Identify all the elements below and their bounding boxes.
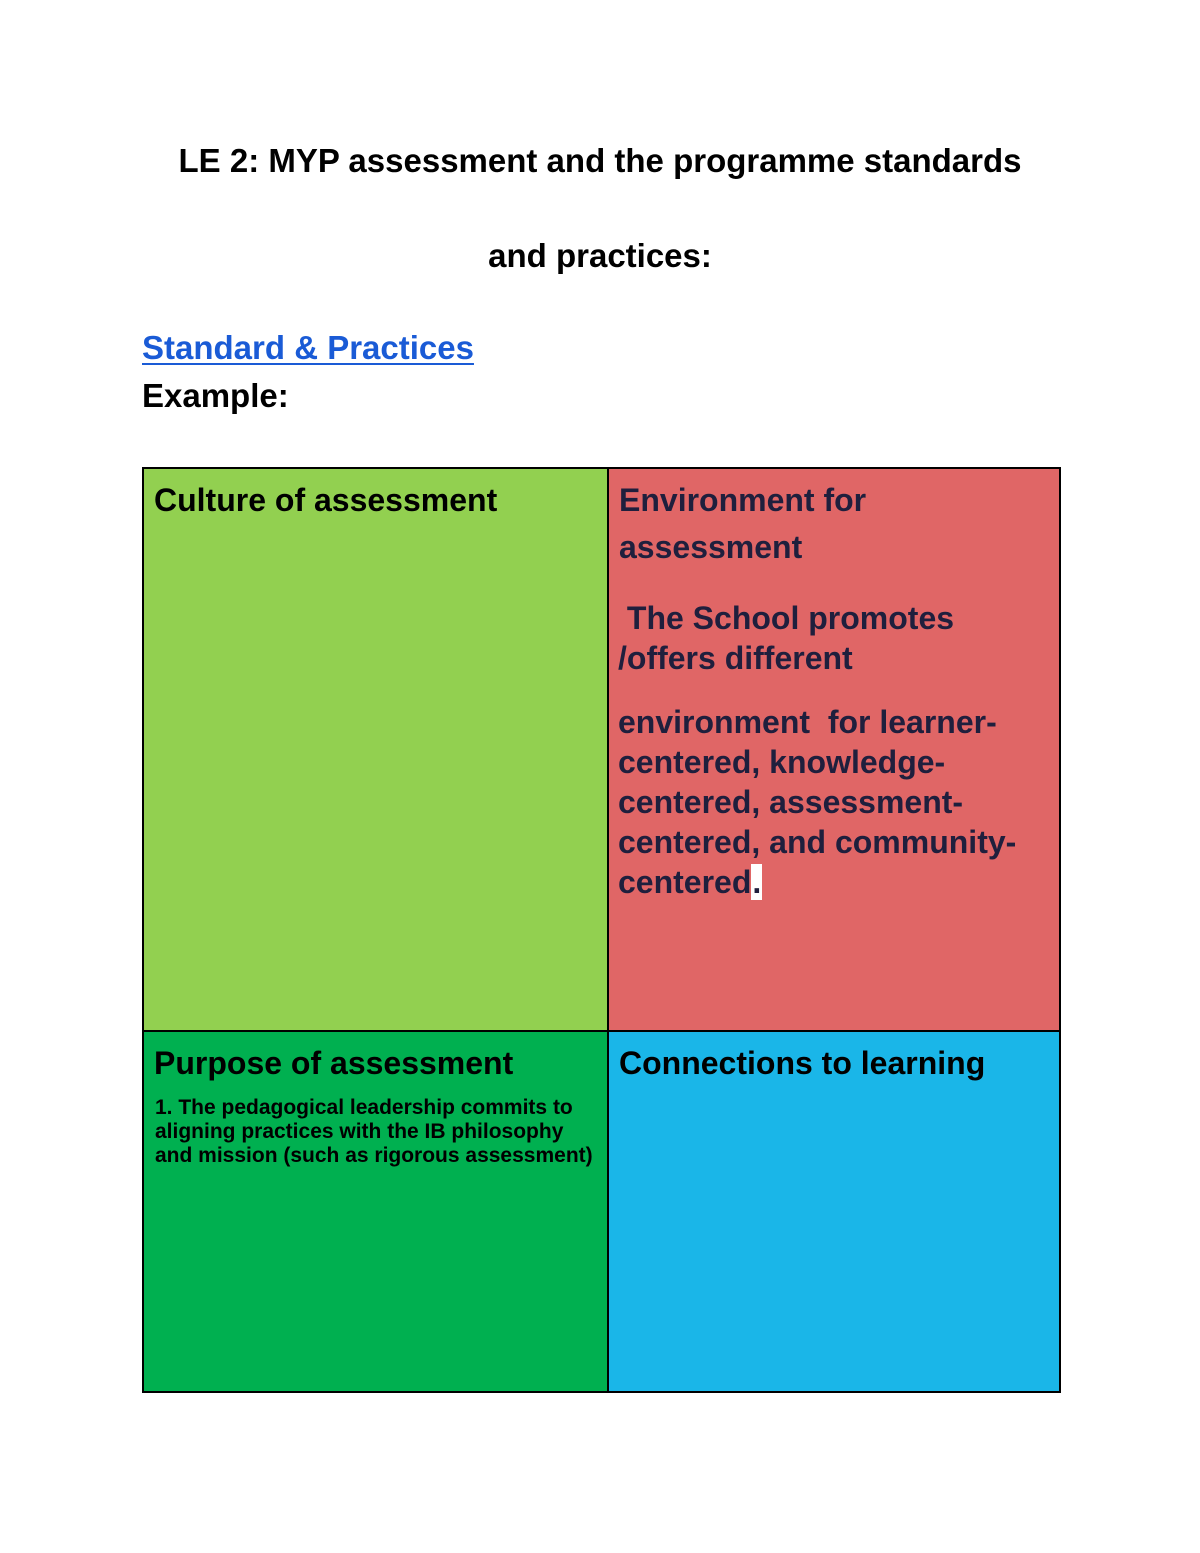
environment-text-2 (618, 702, 1048, 902)
connections-heading: Connections to learning (619, 1045, 986, 1081)
example-label: Example: (142, 377, 289, 414)
environment-heading: Environment for assessment (619, 482, 867, 565)
purpose-of-assessment-cell (144, 1032, 609, 1391)
environment-text-2-body: environment for learner-centered, knowledge-centered, assessment-centered, and community-centered (618, 704, 1017, 900)
document-title-line-1: LE 2: MYP assessment and the programme standards (178, 142, 1022, 179)
document-title-line-2: and practices: (488, 237, 712, 274)
standards-practices-link[interactable]: Standard & Practices (142, 329, 474, 366)
environment-for-assessment-cell (609, 469, 1059, 1032)
environment-text-2-period: . (752, 864, 762, 900)
purpose-heading: Purpose of assessment (154, 1045, 514, 1081)
environment-text-1: The School promotes /offers different (618, 600, 963, 676)
purpose-text: 1. The pedagogical leadership commits to aligning practices with the IB philosophy and mission (such as rigorous assessment) (155, 1096, 593, 1167)
culture-heading: Culture of assessment (154, 482, 498, 518)
assessment-grid (142, 467, 1061, 1393)
connections-to-learning-cell (609, 1032, 1059, 1391)
culture-of-assessment-cell (144, 469, 609, 1032)
